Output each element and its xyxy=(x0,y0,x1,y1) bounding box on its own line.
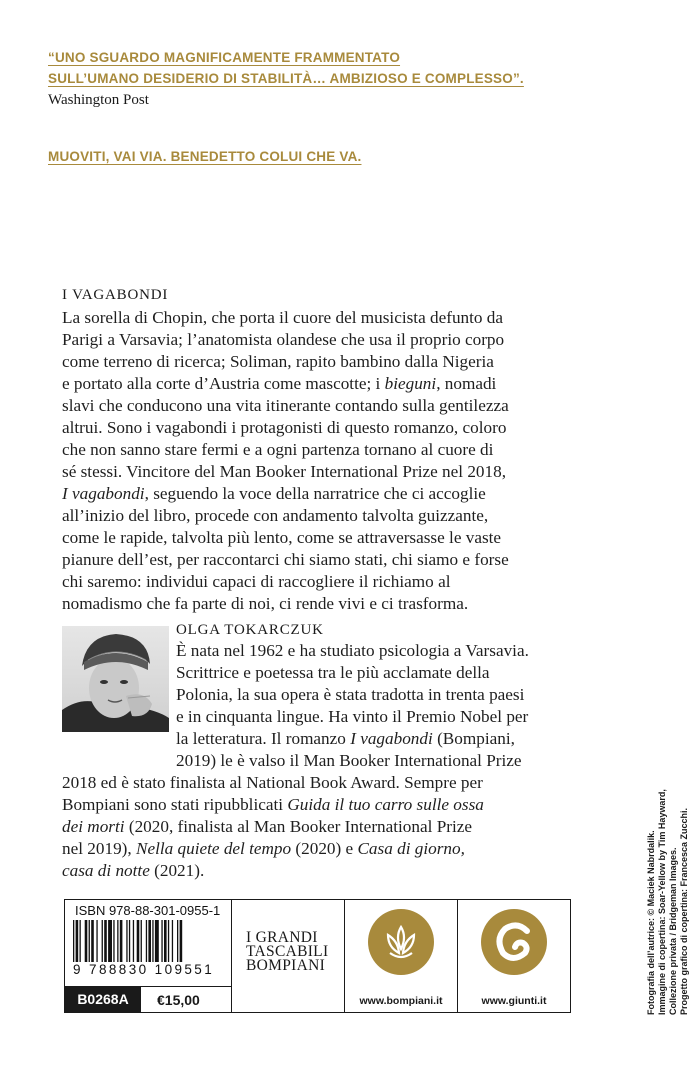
bio-line: e in cinquanta lingue. Ha vinto il Premio Nobel per xyxy=(176,707,529,726)
bio-line xyxy=(62,794,602,816)
synopsis-body xyxy=(62,307,582,615)
bio-line xyxy=(62,728,602,750)
bio-line xyxy=(62,860,602,882)
tagline: MUOVITI, VAI VIA. BENEDETTO COLUI CHE VA. xyxy=(48,149,362,164)
synopsis-line: altrui. Sono i vagabondi i protagonisti di questo romanzo, coloro xyxy=(62,418,507,437)
review-quote-line-1: “UNO SGUARDO MAGNIFICAMENTE FRAMMENTATO xyxy=(48,50,401,65)
credit-line: Immagine di copertina: Soar-Yellow by Tim Hayward, xyxy=(657,789,667,1015)
bio-text: la letteratura. Il romanzo xyxy=(176,729,351,748)
bio-italic: I vagabondi xyxy=(350,729,433,748)
catalog-code: B0268A xyxy=(65,986,141,1012)
bio-italic: Guida il tuo carro sulle ossa xyxy=(287,795,484,814)
series-line-3: BOMPIANI xyxy=(246,957,326,974)
synopsis-line: come le rapide, talvolta più lento, come se attraversasse le vaste xyxy=(62,528,502,547)
synopsis-line: slavi che conducono una vita itinerante contando sulla gentilezza xyxy=(62,396,509,415)
cover-credits xyxy=(646,775,690,1015)
bio-text: Bompiani sono stati ripubblicati xyxy=(62,795,288,814)
barcode-icon xyxy=(71,920,231,964)
synopsis-title: I VAGABONDI xyxy=(62,287,169,303)
synopsis-line: Parigi a Varsavia; l’anatomista olandese che usa il proprio corpo xyxy=(62,330,505,349)
credit-line: Collezione privata / Bridgeman Images. xyxy=(668,847,678,1015)
bompiani-url: www.bompiani.it xyxy=(359,995,443,1007)
bio-text: (2020) e xyxy=(291,839,358,858)
synopsis-line: che non sanno stare fermi e a ogni partenza tornano al cuore di xyxy=(62,440,494,459)
bio-text: (Bompiani, xyxy=(432,729,515,748)
synopsis-line: nomadismo che fa parte di noi, ci rende vivi e ci trasforma. xyxy=(62,594,469,613)
bio-line: È nata nel 1962 e ha studiato psicologia a Varsavia. xyxy=(176,641,529,660)
series-line-1: I GRANDI xyxy=(246,929,318,946)
synopsis-text: e portato alla corte d’Austria come mascotte; i xyxy=(62,374,385,393)
bio-line xyxy=(62,838,602,860)
bio-italic: Casa di giorno, xyxy=(357,839,465,858)
synopsis-line: sé stessi. Vincitore del Man Booker International Prize nel 2018, xyxy=(62,462,506,481)
bio-line: 2018 ed è stato finalista al National Book Award. Sempre per xyxy=(62,773,483,792)
synopsis-text: , seguendo la voce della narratrice che ci accoglie xyxy=(144,484,486,503)
synopsis-line: chi saremo: individui capaci di raccogliere il richiamo al xyxy=(62,572,451,591)
bio-line: Scrittrice e poetessa tra le più acclamate della xyxy=(176,663,490,682)
isbn-digits: 9 788830 109551 xyxy=(73,962,215,977)
bio-line: Polonia, la sua opera è stata tradotta in trenta paesi xyxy=(176,685,525,704)
bompiani-logo-icon xyxy=(368,909,434,975)
synopsis-line: La sorella di Chopin, che porta il cuore del musicista defunto da xyxy=(62,308,504,327)
isbn-label: ISBN 978-88-301-0955-1 xyxy=(75,903,221,918)
synopsis-line xyxy=(62,373,582,395)
swirl-icon xyxy=(481,909,547,975)
synopsis-text: , nomadi xyxy=(436,374,497,393)
bio-text: (2020, finalista al Man Booker International Prize xyxy=(124,817,473,836)
giunti-logo-box xyxy=(457,899,571,1013)
bio-text: (2021). xyxy=(149,861,205,880)
price: €15,00 xyxy=(141,986,338,1012)
bio-italic: Nella quiete del tempo xyxy=(136,839,292,858)
series-logo-box xyxy=(231,899,345,1013)
review-source: Washington Post xyxy=(48,92,149,108)
synopsis-italic: I vagabondi xyxy=(62,484,145,503)
bio-italic: casa di notte xyxy=(62,861,150,880)
bio-line: 2019) le è valso il Man Booker International Prize xyxy=(176,751,522,770)
series-line-2: TASCABILI xyxy=(246,943,329,960)
synopsis-line xyxy=(62,483,582,505)
review-quote-line-2: SULL’UMANO DESIDERIO DI STABILITÀ… AMBIZIOSO E COMPLESSO”. xyxy=(48,71,524,86)
credit-line: Progetto grafico di copertina: Francesca Zucchi. xyxy=(679,807,689,1015)
bio-text: nel 2019), xyxy=(62,839,136,858)
bio-italic: dei morti xyxy=(62,817,125,836)
synopsis-italic: bieguni xyxy=(384,374,437,393)
credit-line: Fotografia dell’autrice: © Maciek Nabrdalik. xyxy=(646,830,656,1015)
synopsis-line: come terreno di ricerca; Soliman, rapito bambino dalla Nigeria xyxy=(62,352,494,371)
synopsis-line: pianure dell’est, per raccontarci chi siamo stati, chi siamo e forse xyxy=(62,550,509,569)
series-name xyxy=(246,931,328,973)
author-bio xyxy=(62,640,602,882)
synopsis-line: all’inizio del libro, procede con andamento talvolta guizzante, xyxy=(62,506,489,525)
giunti-url: www.giunti.it xyxy=(481,995,547,1007)
bompiani-logo-box xyxy=(344,899,458,1013)
author-name: OLGA TOKARCZUK xyxy=(176,622,324,638)
bio-line xyxy=(62,816,602,838)
lotus-icon xyxy=(368,909,434,975)
giunti-logo-icon xyxy=(481,909,547,975)
